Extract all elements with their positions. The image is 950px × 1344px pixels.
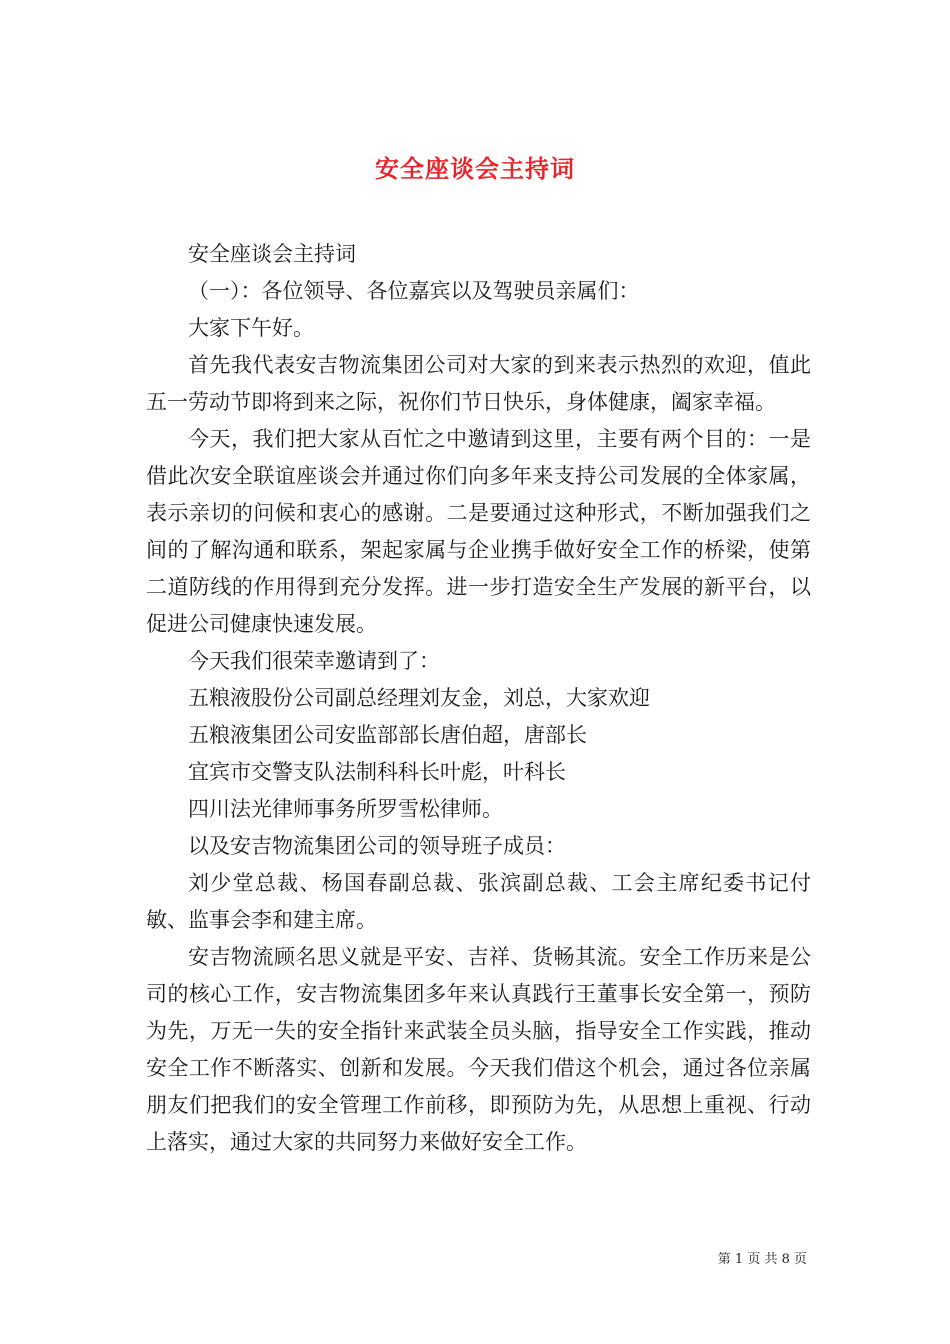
paragraph-purpose: 今天，我们把大家从百忙之中邀请到这里，主要有两个目的：一是借此次安全联谊座谈会并通过你们向多年来支持公司发展的全体家属，表示亲切的问候和衷心的感谢。二是要通过这种形式，不断加强我们之间的了解沟通和联系，架起家属与企业携手做好安全工作的桥梁，使第二道防线的作用得到充分发挥。进一步打造安全生产发展的新平台，以促进公司健康快速发展。 xyxy=(146,427,811,636)
paragraph-leaders-intro: 以及安吉物流集团公司的领导班子成员： xyxy=(188,834,566,858)
paragraph-guest-4: 四川法光律师事务所罗雪松律师。 xyxy=(188,797,503,821)
paragraph-welcome: 首先我代表安吉物流集团公司对大家的到来表示热烈的欢迎，值此五一劳动节即将到来之际，祝你们节日快乐，身体健康，阖家幸福。 xyxy=(146,353,811,414)
paragraph-heading: 安全座谈会主持词 xyxy=(188,242,356,266)
paragraph-greeting: 大家下午好。 xyxy=(188,316,314,340)
paragraph-safety: 安吉物流顾名思义就是平安、吉祥、货畅其流。安全工作历来是公司的核心工作，安吉物流集团多年来认真践行王董事长安全第一，预防为先，万无一失的安全指针来武装全员头脑，指导安全工作实践，推动安全工作不断落实、创新和发展。今天我们借这个机会，通过各位亲属朋友们把我们的安全管理工作前移，即预防为先，从思想上重视、行动上落实，通过大家的共同努力来做好安全工作。 xyxy=(146,945,811,1154)
paragraph-salutation: （一）：各位领导、各位嘉宾以及驾驶员亲属们： xyxy=(188,279,640,303)
paragraph-guest-1: 五粮液股份公司副总经理刘友金，刘总，大家欢迎 xyxy=(188,686,650,710)
page-title: 安全座谈会主持词 xyxy=(375,154,575,184)
paragraph-leaders: 刘少堂总裁、杨国春副总裁、张滨副总裁、工会主席纪委书记付敏、监事会李和建主席。 xyxy=(146,871,811,932)
paragraph-guest-2: 五粮液集团公司安监部部长唐伯超，唐部长 xyxy=(188,723,587,747)
page-number: 第 1 页 共 8 页 xyxy=(717,1252,807,1267)
document-body xyxy=(146,236,811,1161)
paragraph-guest-3: 宜宾市交警支队法制科科长叶彪，叶科长 xyxy=(188,760,566,784)
paragraph-guests-intro: 今天我们很荣幸邀请到了： xyxy=(188,649,440,673)
